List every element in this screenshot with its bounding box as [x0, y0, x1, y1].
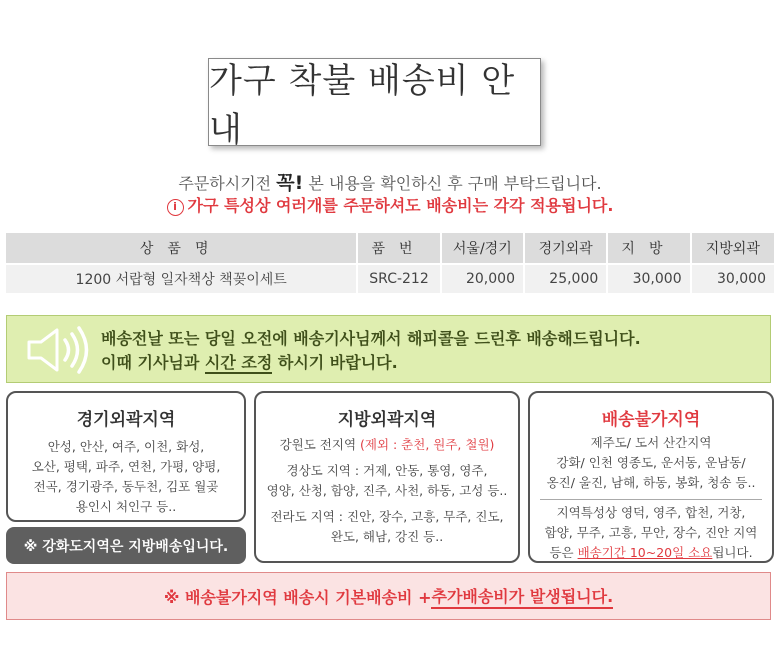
ganghwa-note: ※ 강화도지역은 지방배송입니다.: [6, 527, 246, 564]
page-title: 가구 착불 배송비 안내: [209, 61, 516, 150]
extra-fee-warning: ※ 배송불가지역 배송시 기본배송비 + 추가배송비가 발생됩니다.: [6, 572, 771, 620]
provincial-region-box: [254, 391, 520, 563]
header-suburb: 경기외곽: [524, 233, 607, 264]
speaker-icon: [25, 324, 95, 376]
divider: [540, 499, 762, 500]
table-row: [6, 264, 774, 293]
undeliverable-region-box: [528, 391, 774, 563]
jeolla-list: 전라도 지역 : 진안, 장수, 고흥, 무주, 진도, 완도, 해남, 강진 등..: [270, 509, 504, 544]
gangwon-line: 강원도 전지역 (제외 : 춘천, 원주, 철원): [279, 437, 495, 452]
cell-provincial: 30,000: [607, 264, 690, 293]
suburb-region-title: 경기외곽지역: [76, 410, 176, 430]
title-box: [208, 58, 541, 150]
delivery-notice: [6, 315, 771, 383]
cell-provincial-outer: 30,000: [691, 264, 774, 293]
price-table: [6, 233, 774, 293]
cell-suburb: 25,000: [524, 264, 607, 293]
header-provincial: 지방: [607, 233, 690, 264]
undeliverable-region-title: 배송불가지역: [601, 410, 701, 430]
cell-code: SRC-212: [357, 264, 440, 293]
undeliverable-list: 제주도/ 도서 산간지역 강화/ 인천 영종도, 운서동, 운남동/ 옹진/ 울진, 남해, 하동, 봉화, 청송 등..: [546, 435, 756, 490]
intro-line-2: i 가구 특성상 여러개를 주문하셔도 배송비는 각각 적용됩니다.: [0, 193, 780, 216]
cell-seoul: 20,000: [441, 264, 524, 293]
header-provincial-outer: 지방외곽: [691, 233, 774, 264]
suburb-region-list: 안성, 안산, 여주, 이천, 화성, 오산, 평택, 파주, 연천, 가평, 양평, 전곡, 경기광주, 동두천, 김포 월곶 용인시 처인구 등..: [31, 439, 221, 514]
emphasis-text: 꼭!: [276, 172, 304, 194]
suburb-region-box: [6, 391, 246, 522]
cell-product-name: 1200 서랍형 일자책상 책꽂이세트: [6, 264, 357, 293]
special-region-list: 지역특성상 영덕, 영주, 합천, 거창, 함양, 무주, 고흥, 무안, 장수, 진안 지역 등은 배송기간 10~20일 소요됩니다.: [544, 505, 758, 560]
provincial-region-title: 지방외곽지역: [337, 410, 437, 430]
notice-text: 배송전날 또는 당일 오전에 배송기사님께서 해피콜을 드린후 배송해드립니다. 이때 기사님과 시간 조정 하시기 바랍니다.: [101, 329, 641, 372]
intro-line-1: 주문하시기전 꼭! 본 내용을 확인하신 후 구매 부탁드립니다.: [178, 172, 602, 194]
info-icon: i: [167, 199, 184, 216]
header-code: 품번: [357, 233, 440, 264]
gyeongsang-list: 경상도 지역 : 거제, 안동, 통영, 영주, 영양, 산청, 함양, 진주, 사천, 하동, 고성 등..: [266, 463, 508, 498]
header-seoul: 서울/경기: [441, 233, 524, 264]
header-product-name: 상품명: [6, 233, 357, 264]
table-header-row: [6, 233, 774, 264]
